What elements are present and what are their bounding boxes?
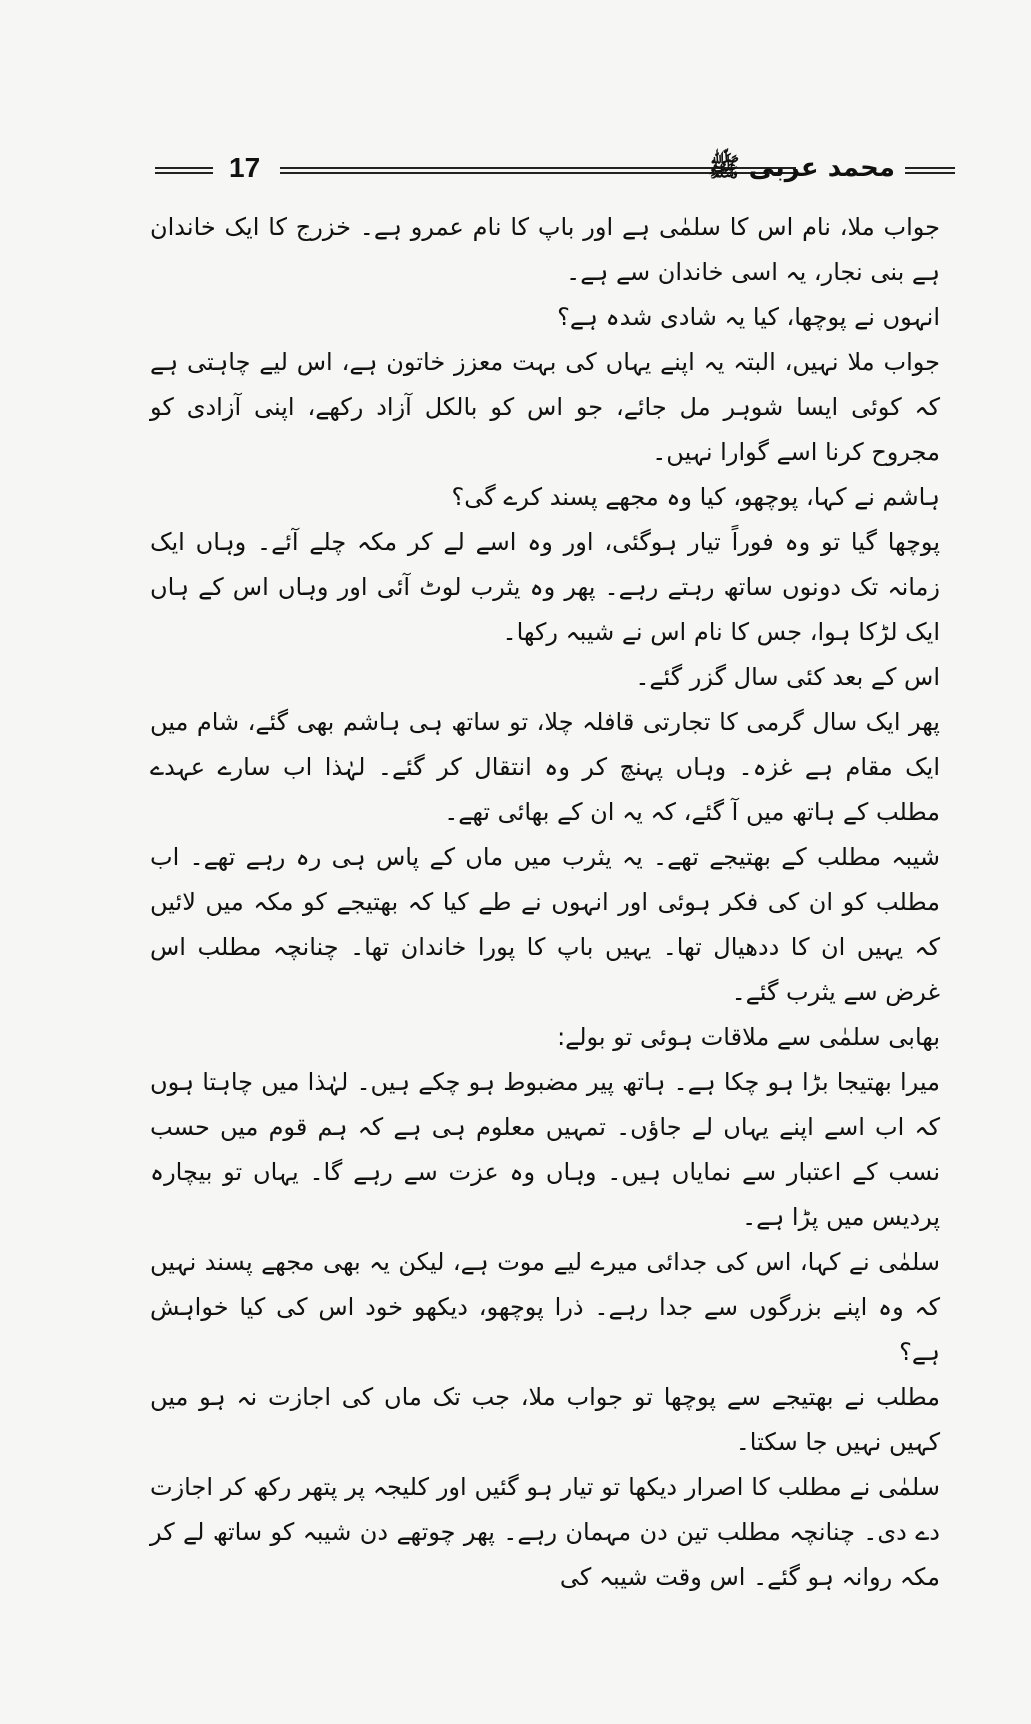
book-title: محمد عربی ﷺ (708, 153, 895, 183)
header-rule-left (155, 167, 213, 174)
paragraph: سلمٰی نے کہا، اس کی جدائی میرے لیے موت ہے، لیکن یہ بھی مجھے پسند نہیں کہ وہ اپنے بزرگوں سے جدا رہے۔ ذرا پوچھو، دیکھو خود اس کی کیا خواہش ہے؟ (150, 1248, 940, 1366)
page-body (150, 205, 940, 1600)
paragraph: پھر ایک سال گرمی کا تجارتی قافلہ چلا، تو ساتھ ہی ہاشم بھی گئے، شام میں ایک مقام ہے غزہ۔ وہاں پہنچ کر وہ انتقال کر گئے۔ لہٰذا اب سارے عہدے مطلب کے ہاتھ میں آ گئے، کہ یہ ان کے بھائی تھے۔ (150, 708, 940, 826)
paragraph: جواب ملا، نام اس کا سلمٰی ہے اور باپ کا نام عمرو ہے۔ خزرج کا ایک خاندان ہے بنی نجار، یہ اسی خاندان سے ہے۔ (150, 213, 940, 286)
paragraph: میرا بھتیجا بڑا ہو چکا ہے۔ ہاتھ پیر مضبوط ہو چکے ہیں۔ لہٰذا میں چاہتا ہوں کہ اب اسے اپنے یہاں لے جاؤں۔ تمہیں معلوم ہی ہے کہ ہم قوم میں حسب نسب کے اعتبار سے نمایاں ہیں۔ وہاں وہ عزت سے رہے گا۔ یہاں تو بیچارہ پردیس میں پڑا ہے۔ (150, 1068, 940, 1231)
page-number: 17 (229, 152, 261, 183)
paragraph: مطلب نے بھتیجے سے پوچھا تو جواب ملا، جب تک ماں کی اجازت نہ ہو میں کہیں نہیں جا سکتا۔ (150, 1383, 940, 1456)
paragraph: شیبہ مطلب کے بھتیجے تھے۔ یہ یثرب میں ماں کے پاس ہی رہ رہے تھے۔ اب مطلب کو ان کی فکر ہوئی اور انہوں نے طے کیا کہ بھتیجے کو مکہ میں لائیں کہ یہیں ان کا ددھیال تھا۔ یہیں باپ کا پورا خاندان تھا۔ چنانچہ مطلب اس غرض سے یثرب گئے۔ (150, 843, 940, 1006)
paragraph: بھابی سلمٰی سے ملاقات ہوئی تو بولے: (557, 1023, 940, 1051)
paragraph: سلمٰی نے مطلب کا اصرار دیکھا تو تیار ہو گئیں اور کلیجہ پر پتھر رکھ کر اجازت دے دی۔ چنانچہ مطلب تین دن مہمان رہے۔ پھر چوتھے دن شیبہ کو ساتھ لے کر مکہ روانہ ہو گئے۔ اس وقت شیبہ کی (150, 1473, 940, 1591)
paragraph: پوچھا گیا تو وہ فوراً تیار ہوگئی، اور وہ اسے لے کر مکہ چلے آئے۔ وہاں ایک زمانہ تک دونوں ساتھ رہتے رہے۔ پھر وہ یثرب لوٹ آئی اور وہاں اس کے ہاں ایک لڑکا ہوا، جس کا نام اس نے شیبہ رکھا۔ (150, 528, 940, 646)
page-header (155, 150, 955, 190)
paragraph: ہاشم نے کہا، پوچھو، کیا وہ مجھے پسند کرے گی؟ (451, 483, 940, 511)
paragraph: اس کے بعد کئی سال گزر گئے۔ (635, 663, 940, 691)
header-rule-right (905, 167, 955, 174)
paragraph: انہوں نے پوچھا، کیا یہ شادی شدہ ہے؟ (557, 303, 940, 331)
paragraph: جواب ملا نہیں، البتہ یہ اپنے یہاں کی بہت معزز خاتون ہے، اس لیے چاہتی ہے کہ کوئی ایسا شوہر مل جائے، جو اس کو بالکل آزاد رکھے، اپنی آزادی کو مجروح کرنا اسے گوارا نہیں۔ (150, 348, 940, 466)
